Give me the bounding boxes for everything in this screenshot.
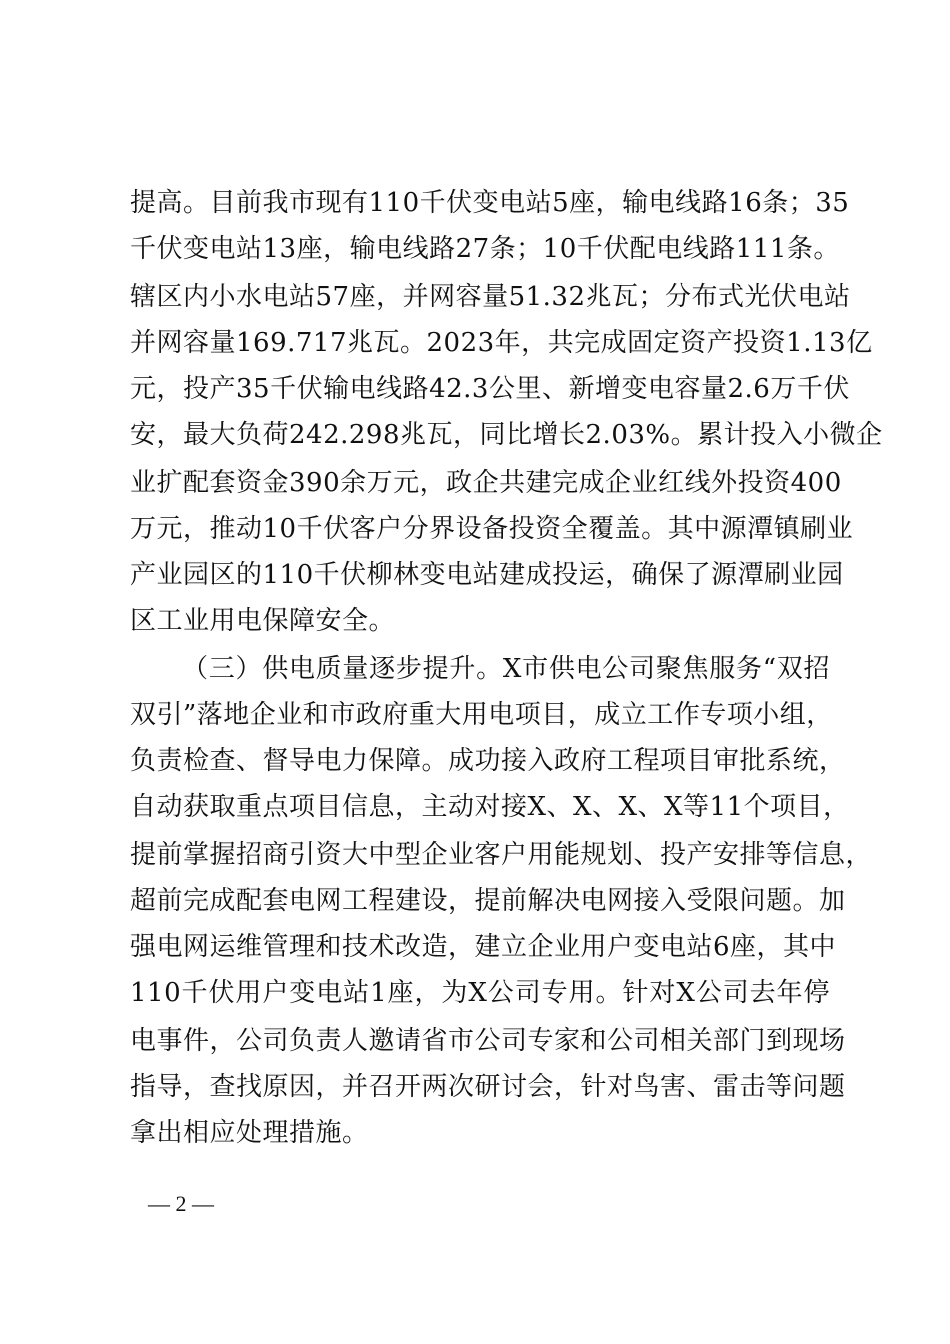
paragraph-2-line-7: 强电网运维管理和技术改造，建立企业用户变电站6座，其中 [130, 932, 837, 962]
paragraph-2-line-2: 双引”落地企业和市政府重大用电项目，成立工作专项小组， [130, 700, 833, 730]
paragraph-1-line-6: 安，最大负荷242.298兆瓦，同比增长2.03%。累计投入小微企 [130, 420, 883, 450]
paragraph-2-line-6: 超前完成配套电网工程建设，提前解决电网接入受限问题。加 [130, 886, 846, 916]
paragraph-2-line-8: 110千伏用户变电站1座，为X公司专用。针对X公司去年停 [130, 978, 830, 1008]
paragraph-1-line-1: 提高。目前我市现有110千伏变电站5座，输电线路16条；35 [130, 188, 850, 218]
paragraph-2-line-11: 拿出相应处理措施。 [130, 1118, 369, 1148]
paragraph-1-line-2: 千伏变电站13座，输电线路27条；10千伏配电线路111条。 [130, 234, 840, 264]
paragraph-1-line-3: 辖区内小水电站57座，并网容量51.32兆瓦；分布式光伏电站 [130, 282, 851, 312]
paragraph-1-line-5: 元，投产35千伏输电线路42.3公里、新增变电容量2.6万千伏 [130, 374, 850, 404]
paragraph-1-line-7: 业扩配套资金390余万元，政企共建完成企业红线外投资400 [130, 468, 842, 498]
paragraph-1-line-8: 万元，推动10千伏客户分界设备投资全覆盖。其中源潭镇刷业 [130, 514, 854, 544]
paragraph-2-line-1: （三）供电质量逐步提升。X市供电公司聚焦服务“双招 [182, 654, 830, 684]
paragraph-2-line-9: 电事件，公司负责人邀请省市公司专家和公司相关部门到现场 [130, 1026, 846, 1056]
paragraph-2-line-4: 自动获取重点项目信息，主动对接X、X、X、X等11个项目， [130, 792, 850, 822]
paragraph-1-line-4: 并网容量169.717兆瓦。2023年，共完成固定资产投资1.13亿 [130, 328, 873, 358]
page-number: — 2 — [148, 1191, 214, 1216]
paragraph-2-line-3: 负责检查、督导电力保障。成功接入政府工程项目审批系统， [130, 746, 846, 776]
paragraph-1-line-10: 区工业用电保障安全。 [130, 606, 396, 636]
paragraph-1-line-9: 产业园区的110千伏柳林变电站建成投运，确保了源潭刷业园 [130, 560, 844, 590]
paragraph-2-line-5: 提前掌握招商引资大中型企业客户用能规划、投产安排等信息， [130, 840, 873, 870]
paragraph-2-line-10: 指导，查找原因，并召开两次研讨会，针对鸟害、雷击等问题 [130, 1072, 846, 1102]
